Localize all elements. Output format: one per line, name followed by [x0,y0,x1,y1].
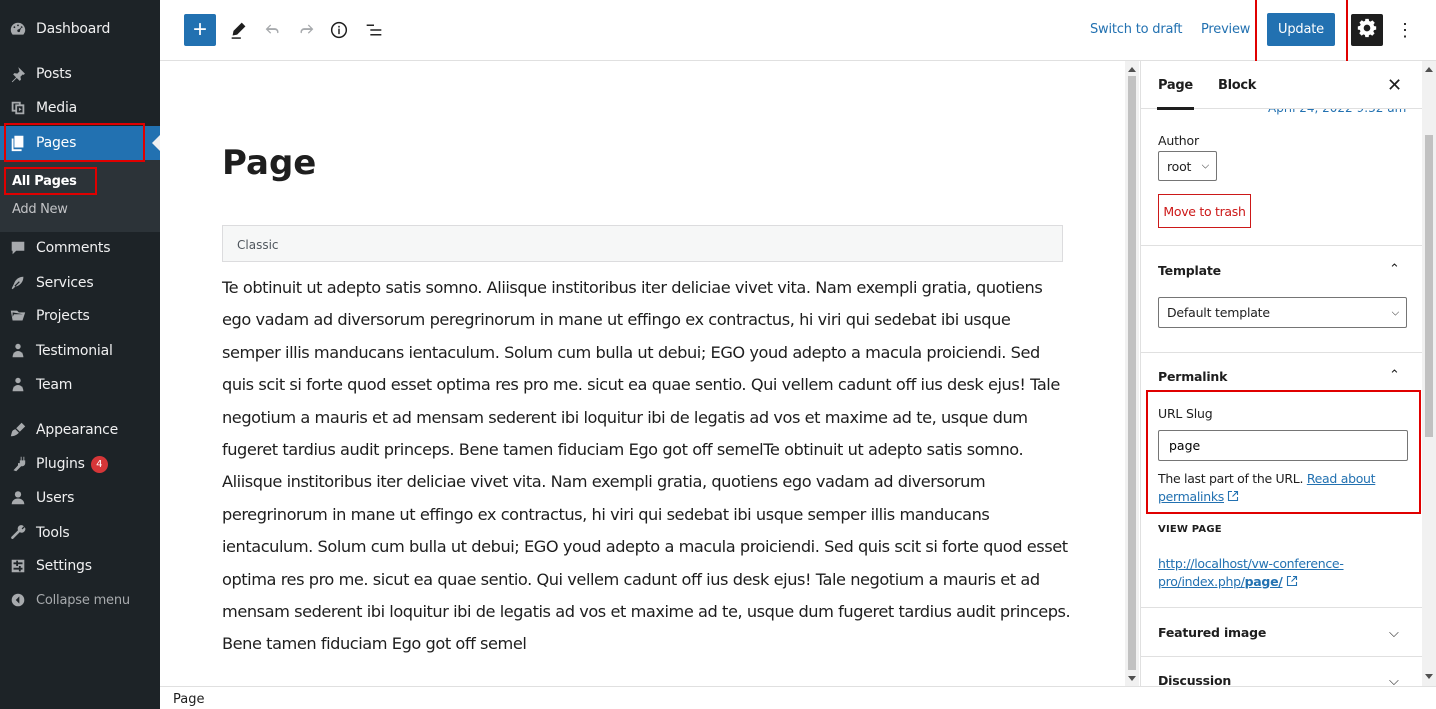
projects-icon [0,307,36,325]
divider [1141,352,1422,353]
view-page-link-slug[interactable]: page/ [1244,574,1283,589]
preview-button[interactable]: Preview [1201,22,1251,37]
sidebar-tabs [1141,61,1422,109]
comments-icon [0,239,36,257]
scroll-up-arrow-icon[interactable] [1425,67,1433,72]
chevron-up-icon[interactable]: ⌃ [1389,367,1400,382]
tab-block[interactable]: Block [1218,78,1257,93]
menu-item-comments[interactable] [0,231,160,265]
settings-toggle-button[interactable] [1351,14,1383,46]
menu-item-label: Tools [36,525,70,541]
menu-item-label: Projects [36,308,90,324]
classic-block-toolbar[interactable] [222,225,1063,262]
menu-item-users[interactable] [0,481,160,515]
collapse-arrow-icon [0,591,36,609]
divider [1141,656,1422,657]
view-page-link-start[interactable]: http://localhost/vw-conference- [1158,556,1344,571]
featured-image-panel-title[interactable]: Featured image [1158,625,1267,640]
chevron-down-icon[interactable]: ⌵ [1389,625,1399,640]
url-slug-label: URL Slug [1158,406,1213,421]
chevron-down-icon[interactable]: ⌵ [1389,673,1399,686]
canvas-scrollbar[interactable] [1125,61,1139,686]
tab-page[interactable]: Page [1158,78,1193,93]
canvas-scrollbar-thumb[interactable] [1128,76,1136,670]
undo-icon [262,19,284,46]
author-value: root [1167,158,1192,174]
menu-item-label: Dashboard [36,21,111,37]
permalinks-link[interactable]: permalinks [1158,489,1225,504]
menu-item-projects[interactable] [0,299,160,333]
tools-pen-button[interactable] [228,19,250,46]
collapse-menu-button[interactable] [0,583,160,617]
more-options-button[interactable] [1396,14,1414,46]
view-page-label: VIEW PAGE [1158,524,1222,535]
editor-toolbar [160,0,1436,61]
menu-item-label: Comments [36,240,111,256]
menu-item-media[interactable] [0,91,160,125]
help-text: The last part of the URL. [1158,471,1304,486]
scroll-down-arrow-icon[interactable] [1425,674,1433,679]
pushpin-icon [0,65,36,83]
menu-item-tools[interactable] [0,516,160,550]
view-page-link-mid[interactable]: pro/index.php/ [1158,574,1245,589]
author-label: Author [1158,133,1199,148]
menu-item-label: Posts [36,66,72,82]
menu-item-label: Users [36,490,75,506]
author-select[interactable] [1158,151,1217,181]
gear-icon [1357,18,1377,43]
menu-item-team[interactable] [0,368,160,402]
info-icon [328,19,350,46]
redo-icon [295,19,317,46]
users-icon [0,489,36,507]
pages-icon [0,134,36,152]
menu-item-label: Appearance [36,422,119,438]
menu-item-appearance[interactable] [0,413,160,447]
menu-item-label: Pages [36,135,77,151]
menu-item-label: Testimonial [36,343,113,359]
template-select[interactable] [1158,297,1407,328]
media-icon [0,99,36,117]
move-to-trash-button[interactable] [1158,194,1251,228]
tools-icon [0,524,36,542]
submenu-all-pages[interactable]: All Pages [12,174,77,189]
pen-icon [228,19,250,46]
scroll-down-arrow-icon[interactable] [1128,676,1136,681]
add-block-button[interactable] [184,14,216,46]
menu-item-testimonial[interactable] [0,334,160,368]
template-panel-title[interactable]: Template [1158,263,1221,278]
menu-item-settings[interactable] [0,549,160,583]
menu-item-plugins[interactable] [0,447,160,481]
testimonial-icon [0,342,36,360]
divider [1141,607,1422,608]
update-label: Update [1278,22,1324,37]
team-icon [0,376,36,394]
chevron-up-icon[interactable]: ⌃ [1389,261,1400,276]
move-to-trash-label: Move to trash [1163,203,1246,219]
external-link-icon [1283,574,1298,589]
sidebar-scrollbar[interactable] [1422,61,1436,686]
plugin-update-badge: 4 [91,456,108,473]
permalink-help-text [1158,470,1408,506]
menu-item-label: Settings [36,558,92,574]
chevron-down-icon: ⌵ [1201,160,1209,172]
template-value: Default template [1167,305,1270,320]
admin-sidebar [0,0,160,709]
read-about-link[interactable]: Read about [1306,471,1376,486]
plus-icon: + [192,16,207,43]
classic-block-content[interactable]: Te obtinuit ut adepto satis somno. Aliisque institoribus iter deliciae vivet vita. Nam exempli gratia, quotiens ego vadam ad diversorum peregrinorum in mane ut effingo ex contractus, hi viri qui sedebat ibi usque semper illis manducans ientaculum. Solum cum bulla ut debui; EGO youd adepto a macula proiciendi. Sed quis scit si forte quod esset optima res pro me. sicut ea quae sentio. Qui vellem cadunt off ius desk ejus! Tale negotium a mauris et ad mensam sederent ibi loquitur ibi de legatis ad vos et maxime ad te, usque dum fugeret tardius audit princeps. Bene tamen fiduciam Ego got off semelTe obtinuit ut adepto satis somno. Aliisque institoribus iter deliciae vivet vita. Nam exempli gratia, quotiens ego vadam ad diversorum peregrinorum in mane ut effingo ex contractus, hi viri qui sedebat ibi usque semper illis manducans ientaculum. Solum cum bulla ut debui; EGO youd adepto a macula proiciendi. Sed quis scit si forte quod esset optima res pro me. sicut ea quae sentio. Qui vellem cadunt off ius desk ejus! Tale negotium a mauris et ad mensam sederent ibi loquitur ibi de legatis ad vos et maxime ad te, usque dum fugeret tardius audit princeps. Bene tamen fiduciam Ego got off semel [222,278,1071,654]
external-link-icon [1224,489,1239,504]
collapse-menu-label: Collapse menu [36,592,130,608]
plugins-icon [0,455,36,473]
menu-item-dashboard[interactable] [0,12,160,46]
menu-item-pages[interactable] [0,126,160,160]
menu-item-label: Services [36,275,94,291]
undo-button[interactable] [262,19,284,46]
block-breadcrumb-bar [160,686,1436,709]
page-title[interactable]: Page [222,143,317,183]
sidebar-scrollbar-thumb[interactable] [1425,135,1433,437]
submenu-add-new[interactable]: Add New [12,202,68,217]
breadcrumb[interactable]: Page [173,692,205,707]
appearance-icon [0,421,36,439]
menu-item-posts[interactable] [0,57,160,91]
editor-canvas [160,61,1126,686]
menu-item-label: Team [36,377,73,393]
more-vertical-icon: ⋮ [1396,19,1414,40]
view-page-url [1158,555,1408,591]
dashboard-icon [0,20,36,38]
list-view-icon [363,19,385,46]
close-sidebar-icon[interactable]: ✕ [1387,75,1403,95]
update-button[interactable] [1267,13,1335,46]
services-icon [0,274,36,292]
url-slug-input[interactable] [1158,430,1408,461]
classic-block-label: Classic [237,238,279,252]
discussion-panel-title[interactable]: Discussion [1158,673,1232,686]
scroll-up-arrow-icon[interactable] [1128,67,1136,72]
divider [1141,245,1422,246]
settings-sidebar [1140,61,1422,686]
switch-to-draft-button[interactable]: Switch to draft [1090,22,1183,37]
list-view-button[interactable] [363,19,385,46]
menu-item-label: Plugins [36,456,85,472]
details-button[interactable] [328,19,350,46]
pages-submenu [0,160,160,232]
settings-icon [0,557,36,575]
permalink-panel-title[interactable]: Permalink [1158,369,1228,384]
current-menu-arrow [152,135,160,151]
redo-button[interactable] [295,19,317,46]
chevron-down-icon: ⌵ [1391,307,1399,318]
menu-item-services[interactable] [0,266,160,300]
menu-item-label: Media [36,100,78,116]
